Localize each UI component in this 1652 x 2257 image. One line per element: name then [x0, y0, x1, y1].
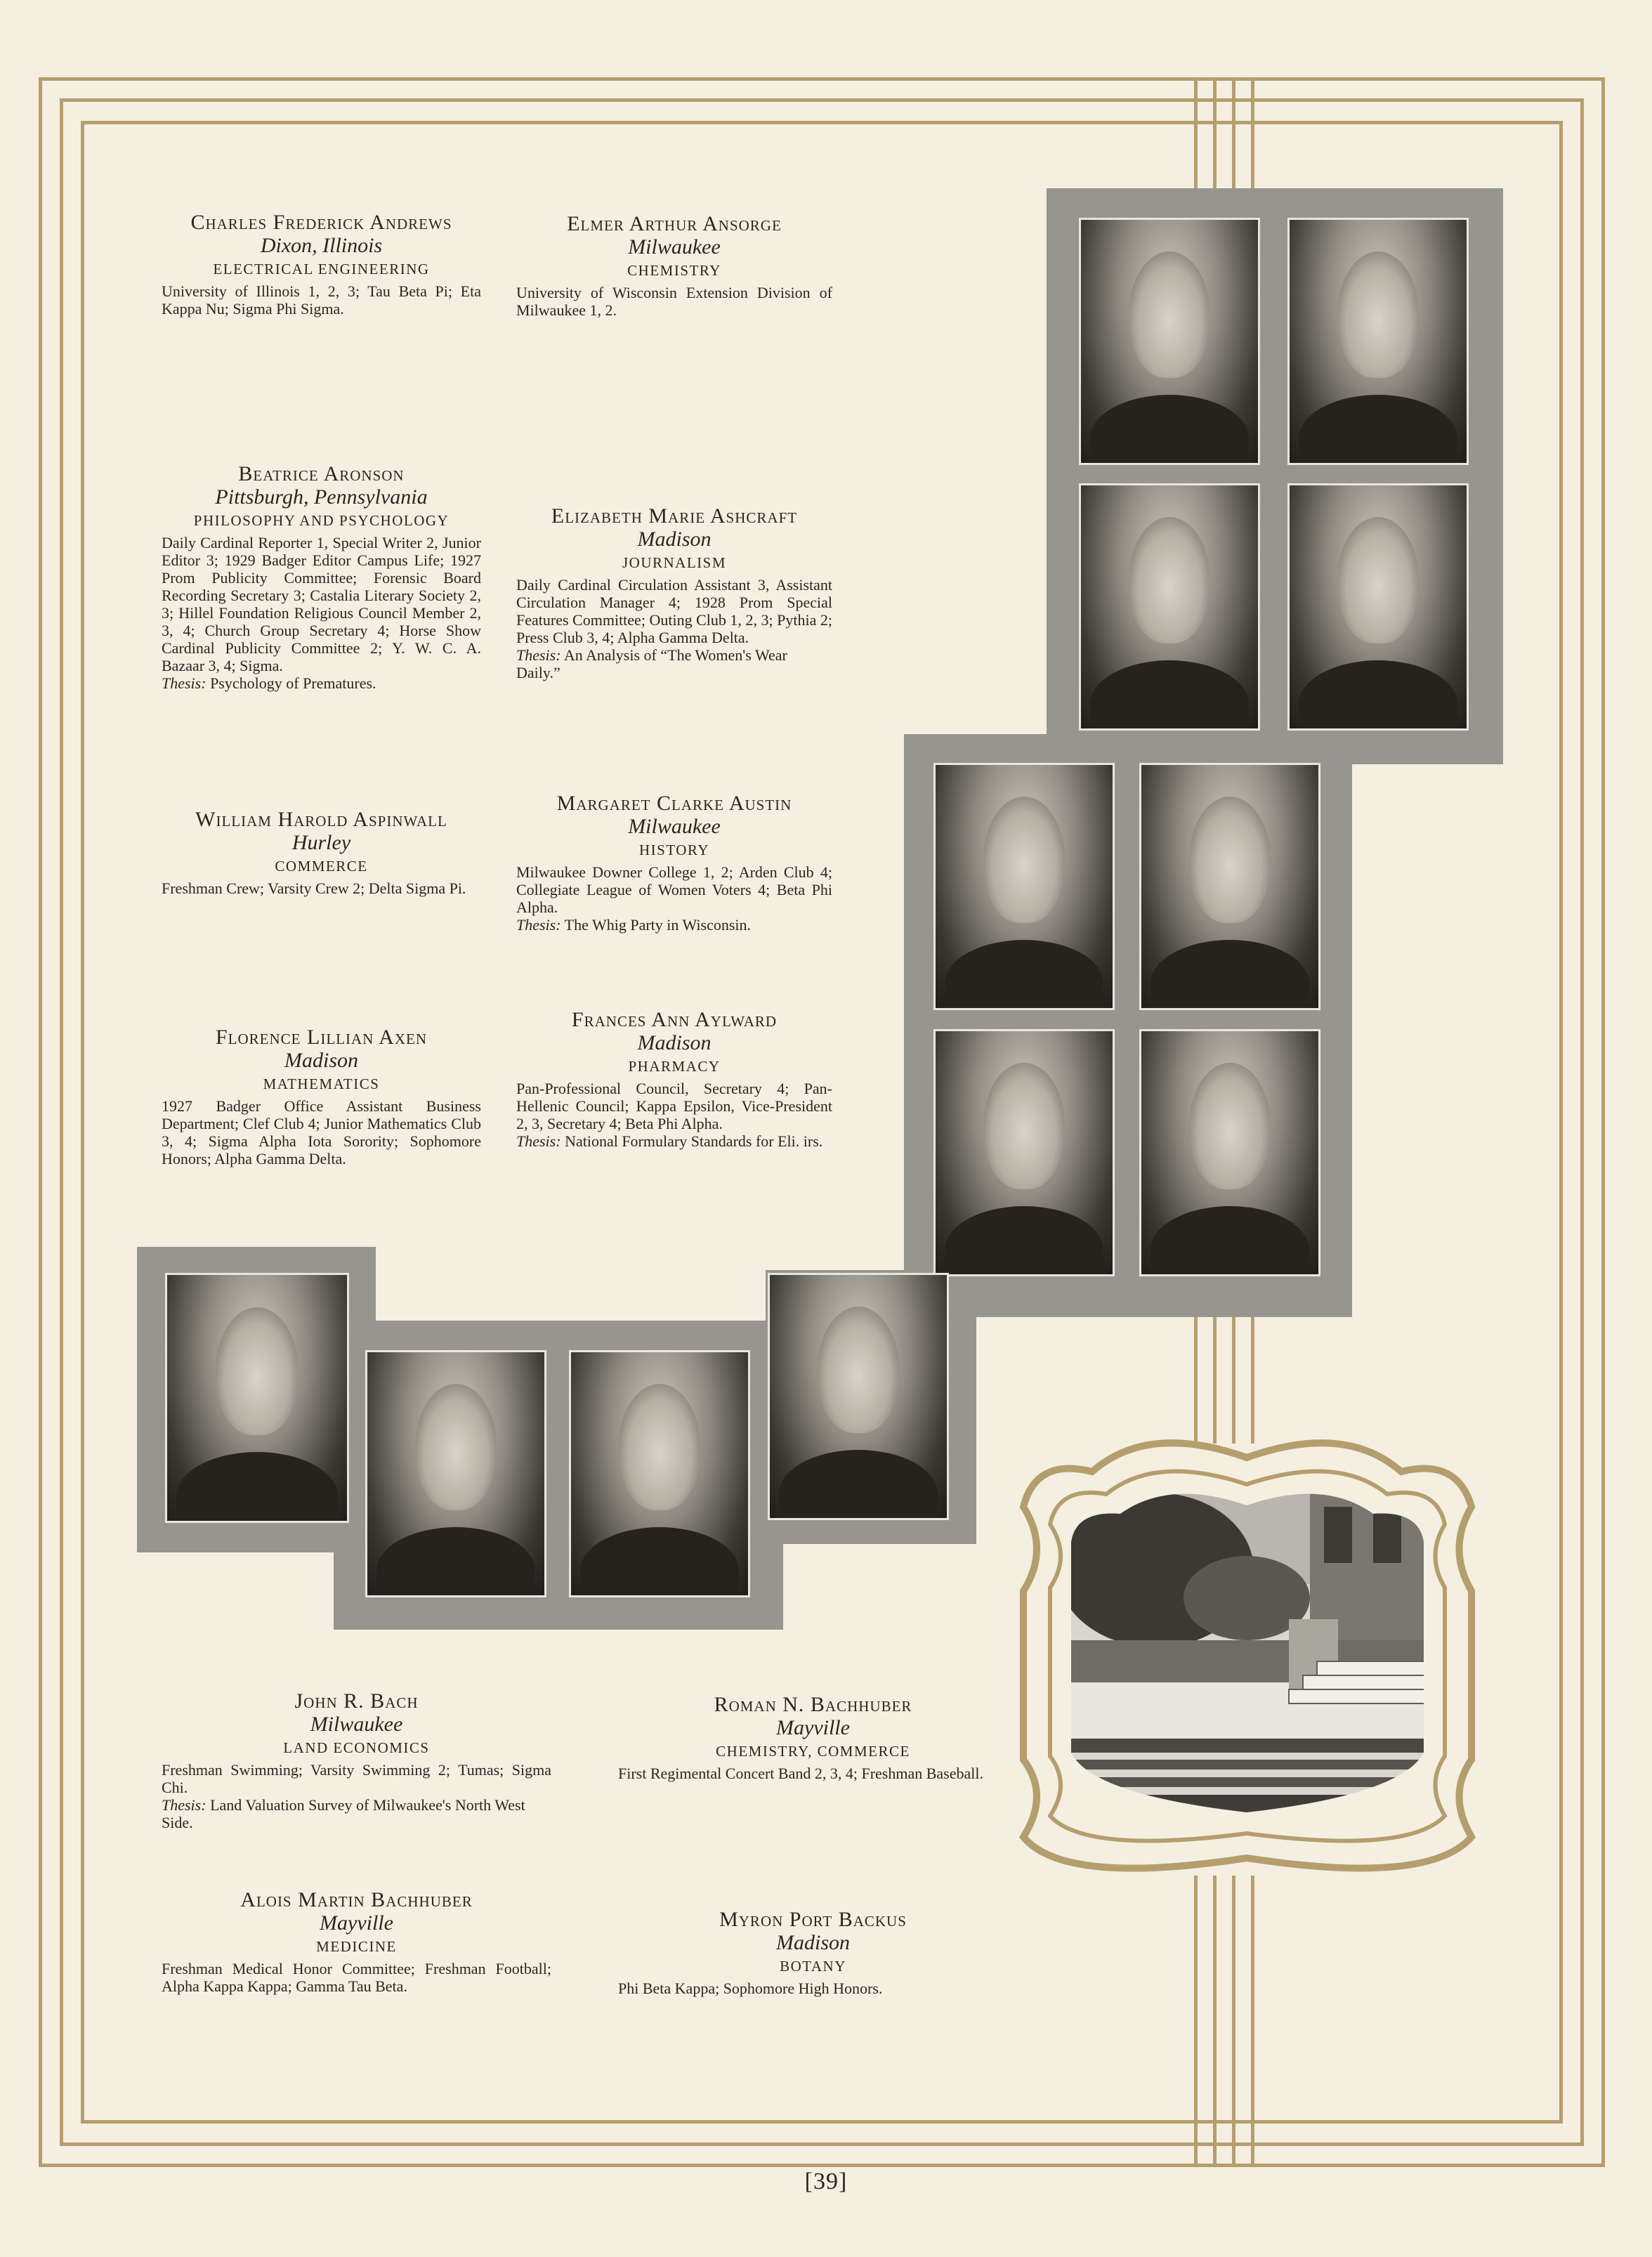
vertical-rule	[1232, 1317, 1235, 1444]
student-name: Beatrice Aronson	[238, 462, 405, 485]
thesis-title: National Formulary Standards for Eli. irs.	[565, 1132, 823, 1150]
hometown: Madison	[776, 1931, 850, 1954]
hometown: Dixon, Illinois	[260, 234, 383, 257]
activities: Daily Cardinal Reporter 1, Special Writer 2, Junior Editor 3; 1929 Badger Editor Campus Life; 1927 Prom Publicity Committee; Forensic Board Recording Secretary 3; Castalia Literary Society 2, 3; Hillel Foundation Religious Council Member 2, 3, 4; Church Group Secretary 4; Horse Show Cardinal Publicity Committee 2; Y. W. C. A. Bazaar 3, 4; Sigma.	[162, 534, 481, 674]
student-name: Elizabeth Marie Ashcraft	[551, 504, 798, 528]
portrait-photo	[569, 1350, 750, 1597]
department: COMMERCE	[275, 858, 368, 875]
activities: 1927 Badger Office Assistant Business Department; Clef Club 4; Junior Mathematics Club 3, 4; Sigma Alpha Iota Sorority; Sophomore Honors; Alpha Gamma Delta.	[162, 1097, 481, 1167]
vertical-rule	[1213, 1876, 1217, 2167]
thesis-label: Thesis:	[516, 916, 561, 934]
thesis-label: Thesis:	[516, 1132, 561, 1150]
entry-backus	[618, 1908, 1008, 1997]
vertical-rule	[1232, 77, 1235, 190]
department: PHILOSOPHY AND PSYCHOLOGY	[193, 512, 450, 529]
student-name: Margaret Clarke Austin	[556, 792, 792, 815]
vertical-rule	[1213, 77, 1217, 190]
activities: Freshman Medical Honor Committee; Freshman Football; Alpha Kappa Kappa; Gamma Tau Beta.	[162, 1960, 551, 1995]
student-name: Elmer Arthur Ansorge	[567, 212, 782, 235]
portrait-photo	[1287, 483, 1469, 731]
vertical-rule	[1194, 1317, 1198, 1444]
activities: Phi Beta Kappa; Sophomore High Honors.	[618, 1980, 883, 1997]
student-name: Frances Ann Aylward	[571, 1008, 778, 1031]
department: JOURNALISM	[622, 554, 726, 571]
vertical-rule	[1251, 77, 1254, 190]
entry-aylward	[516, 1008, 832, 1150]
department: CHEMISTRY, COMMERCE	[716, 1743, 910, 1760]
department: MATHEMATICS	[263, 1075, 380, 1092]
department: CHEMISTRY	[627, 262, 721, 279]
hometown: Madison	[637, 1031, 712, 1054]
student-name: Charles Frederick Andrews	[190, 211, 452, 234]
entry-aspinwall	[162, 808, 481, 897]
activities: University of Wisconsin Extension Division of Milwaukee 1, 2.	[516, 284, 832, 319]
vertical-rule	[1213, 1317, 1217, 1444]
vertical-rule	[1194, 77, 1198, 190]
thesis-label: Thesis:	[162, 674, 206, 692]
department: MEDICINE	[316, 1938, 397, 1955]
entry-axen	[162, 1026, 481, 1167]
thesis-title: The Whig Party in Wisconsin.	[564, 916, 752, 934]
hometown: Milwaukee	[310, 1713, 403, 1736]
activities: Daily Cardinal Circulation Assistant 3, Assistant Circulation Manager 4; 1928 Prom Special Features Committee; Outing Club 1, 2, 3; Pythia 2; Press Club 3, 4; Alpha Gamma Delta.	[516, 576, 832, 646]
thesis-title: Psychology of Prematures.	[210, 674, 376, 692]
thesis	[162, 1796, 551, 1831]
thesis	[516, 646, 832, 681]
portrait-photo	[1139, 1029, 1320, 1276]
thesis-title: Land Valuation Survey of Milwaukee's North West Side.	[162, 1796, 525, 1831]
thesis-title: An Analysis of “The Women's Wear Daily.”	[516, 646, 787, 681]
thesis	[516, 1132, 832, 1150]
activities: Pan-Professional Council, Secretary 4; Pan-Hellenic Council; Kappa Epsilon, Vice-President 2, 3, Secretary 4; Beta Phi Alpha.	[516, 1080, 832, 1132]
thesis	[516, 916, 832, 934]
department: PHARMACY	[628, 1058, 721, 1075]
hometown: Milwaukee	[628, 235, 721, 259]
hometown: Milwaukee	[628, 815, 721, 838]
vertical-rule	[1251, 1876, 1254, 2167]
student-name: Alois Martin Bachhuber	[240, 1888, 473, 1911]
portrait-photo	[933, 763, 1115, 1010]
entry-ashcraft	[516, 504, 832, 681]
vertical-rule	[1232, 1876, 1235, 2167]
portrait-photo	[1139, 763, 1320, 1010]
portrait-photo	[1079, 218, 1260, 465]
entry-bach	[162, 1689, 551, 1831]
hometown: Hurley	[291, 831, 351, 854]
campus-scene-vignette	[1008, 1430, 1489, 1893]
activities: Milwaukee Downer College 1, 2; Arden Club 4; Collegiate League of Women Voters 4; Beta Phi Alpha.	[516, 863, 832, 916]
entry-alois-bachhuber	[162, 1888, 551, 1995]
portrait-photo	[1079, 483, 1260, 731]
hometown: Mayville	[776, 1716, 850, 1739]
thesis-label: Thesis:	[162, 1796, 206, 1814]
hometown: Madison	[637, 528, 712, 551]
activities: First Regimental Concert Band 2, 3, 4; Freshman Baseball.	[618, 1765, 983, 1782]
page-number: [39]	[804, 2168, 848, 2194]
vertical-rule	[1251, 1317, 1254, 1444]
student-name: Florence Lillian Axen	[216, 1026, 427, 1049]
entry-roman-bachhuber	[618, 1693, 1008, 1782]
portrait-photo	[933, 1029, 1115, 1276]
entry-andrews	[162, 211, 481, 318]
activities: Freshman Swimming; Varsity Swimming 2; Tumas; Sigma Chi.	[162, 1761, 551, 1796]
portrait-photo	[365, 1350, 546, 1597]
department: BOTANY	[780, 1958, 846, 1975]
vertical-rule	[1194, 1876, 1198, 2167]
hometown: Mayville	[320, 1911, 393, 1935]
department: LAND ECONOMICS	[283, 1739, 430, 1756]
student-name: Myron Port Backus	[719, 1908, 907, 1931]
entry-ansorge	[516, 212, 832, 319]
activities: University of Illinois 1, 2, 3; Tau Beta Pi; Eta Kappa Nu; Sigma Phi Sigma.	[162, 282, 481, 318]
activities: Freshman Crew; Varsity Crew 2; Delta Sigma Pi.	[162, 879, 466, 897]
portrait-photo	[768, 1273, 949, 1520]
portrait-photo	[1287, 218, 1469, 465]
thesis	[162, 674, 481, 692]
hometown: Madison	[284, 1049, 358, 1072]
student-name: William Harold Aspinwall	[195, 808, 447, 831]
student-name: Roman N. Bachhuber	[714, 1693, 912, 1716]
department: ELECTRICAL ENGINEERING	[213, 261, 430, 277]
student-name: John R. Bach	[294, 1689, 419, 1713]
portrait-photo	[165, 1273, 349, 1523]
entry-austin	[516, 792, 832, 934]
hometown: Pittsburgh, Pennsylvania	[215, 485, 428, 509]
entry-aronson	[162, 462, 481, 692]
department: HISTORY	[639, 842, 709, 858]
thesis-label: Thesis:	[516, 646, 561, 664]
